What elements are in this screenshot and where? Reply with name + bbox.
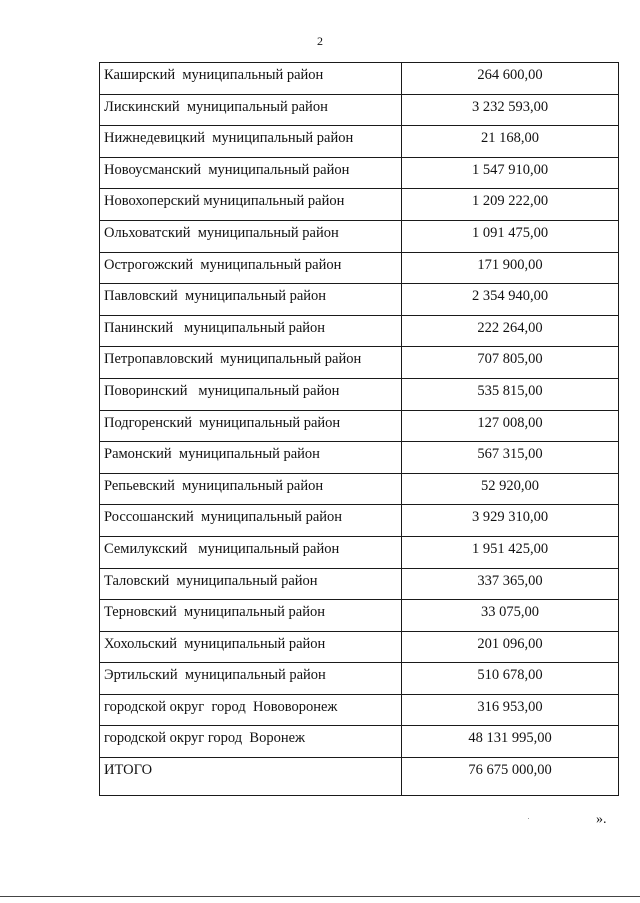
- table-row: [100, 694, 619, 726]
- district-name-cell: Петропавловский муниципальный район: [100, 347, 402, 379]
- table-row: [100, 442, 619, 474]
- scan-speck: [528, 818, 529, 819]
- table-row: [100, 663, 619, 695]
- amount-cell: 222 264,00: [402, 315, 619, 347]
- table-row: [100, 94, 619, 126]
- total-amount-cell: 76 675 000,00: [402, 758, 619, 796]
- district-name-cell: Новоусманский муниципальный район: [100, 157, 402, 189]
- table-row: [100, 473, 619, 505]
- amount-cell: 316 953,00: [402, 694, 619, 726]
- amount-cell: 510 678,00: [402, 663, 619, 695]
- closing-quote: ».: [596, 812, 607, 827]
- amount-cell: 1 209 222,00: [402, 189, 619, 221]
- table-row: [100, 315, 619, 347]
- table-row: [100, 220, 619, 252]
- table-row: [100, 252, 619, 284]
- amount-cell: 337 365,00: [402, 568, 619, 600]
- amount-cell: 52 920,00: [402, 473, 619, 505]
- table-row: [100, 568, 619, 600]
- table-row: [100, 378, 619, 410]
- district-name-cell: Репьевский муниципальный район: [100, 473, 402, 505]
- total-row: [100, 758, 619, 796]
- amount-cell: 1 951 425,00: [402, 536, 619, 568]
- table-row: [100, 505, 619, 537]
- amount-cell: 707 805,00: [402, 347, 619, 379]
- amount-cell: 567 315,00: [402, 442, 619, 474]
- amount-cell: 1 091 475,00: [402, 220, 619, 252]
- amount-cell: 3 232 593,00: [402, 94, 619, 126]
- amount-cell: 535 815,00: [402, 378, 619, 410]
- district-name-cell: Каширский муниципальный район: [100, 63, 402, 95]
- table-row: [100, 347, 619, 379]
- total-label-cell: ИТОГО: [100, 758, 402, 796]
- footer-rule: [0, 896, 640, 897]
- amount-cell: 2 354 940,00: [402, 284, 619, 316]
- table-row: [100, 631, 619, 663]
- district-name-cell: Ольховатский муниципальный район: [100, 220, 402, 252]
- district-name-cell: Хохольский муниципальный район: [100, 631, 402, 663]
- allocation-table-body: [100, 63, 619, 796]
- amount-cell: 1 547 910,00: [402, 157, 619, 189]
- district-name-cell: Острогожский муниципальный район: [100, 252, 402, 284]
- table-row: [100, 126, 619, 158]
- district-name-cell: Нижнедевицкий муниципальный район: [100, 126, 402, 158]
- amount-cell: 127 008,00: [402, 410, 619, 442]
- table-row: [100, 726, 619, 758]
- amount-cell: 264 600,00: [402, 63, 619, 95]
- district-name-cell: Подгоренский муниципальный район: [100, 410, 402, 442]
- district-name-cell: Терновский муниципальный район: [100, 600, 402, 632]
- table-row: [100, 536, 619, 568]
- amount-cell: 48 131 995,00: [402, 726, 619, 758]
- district-name-cell: Лискинский муниципальный район: [100, 94, 402, 126]
- amount-cell: 171 900,00: [402, 252, 619, 284]
- district-name-cell: городской округ город Воронеж: [100, 726, 402, 758]
- amount-cell: 3 929 310,00: [402, 505, 619, 537]
- district-name-cell: Семилукский муниципальный район: [100, 536, 402, 568]
- table-row: [100, 63, 619, 95]
- district-name-cell: городской округ город Нововоронеж: [100, 694, 402, 726]
- table-row: [100, 284, 619, 316]
- amount-cell: 201 096,00: [402, 631, 619, 663]
- table-row: [100, 189, 619, 221]
- page-number: 2: [317, 34, 323, 48]
- district-name-cell: Новохоперский муниципальный район: [100, 189, 402, 221]
- district-name-cell: Таловский муниципальный район: [100, 568, 402, 600]
- allocation-table: [99, 62, 619, 796]
- amount-cell: 21 168,00: [402, 126, 619, 158]
- table-row: [100, 410, 619, 442]
- district-name-cell: Россошанский муниципальный район: [100, 505, 402, 537]
- amount-cell: 33 075,00: [402, 600, 619, 632]
- district-name-cell: Панинский муниципальный район: [100, 315, 402, 347]
- district-name-cell: Поворинский муниципальный район: [100, 378, 402, 410]
- table-row: [100, 157, 619, 189]
- district-name-cell: Павловский муниципальный район: [100, 284, 402, 316]
- table-row: [100, 600, 619, 632]
- district-name-cell: Рамонский муниципальный район: [100, 442, 402, 474]
- district-name-cell: Эртильский муниципальный район: [100, 663, 402, 695]
